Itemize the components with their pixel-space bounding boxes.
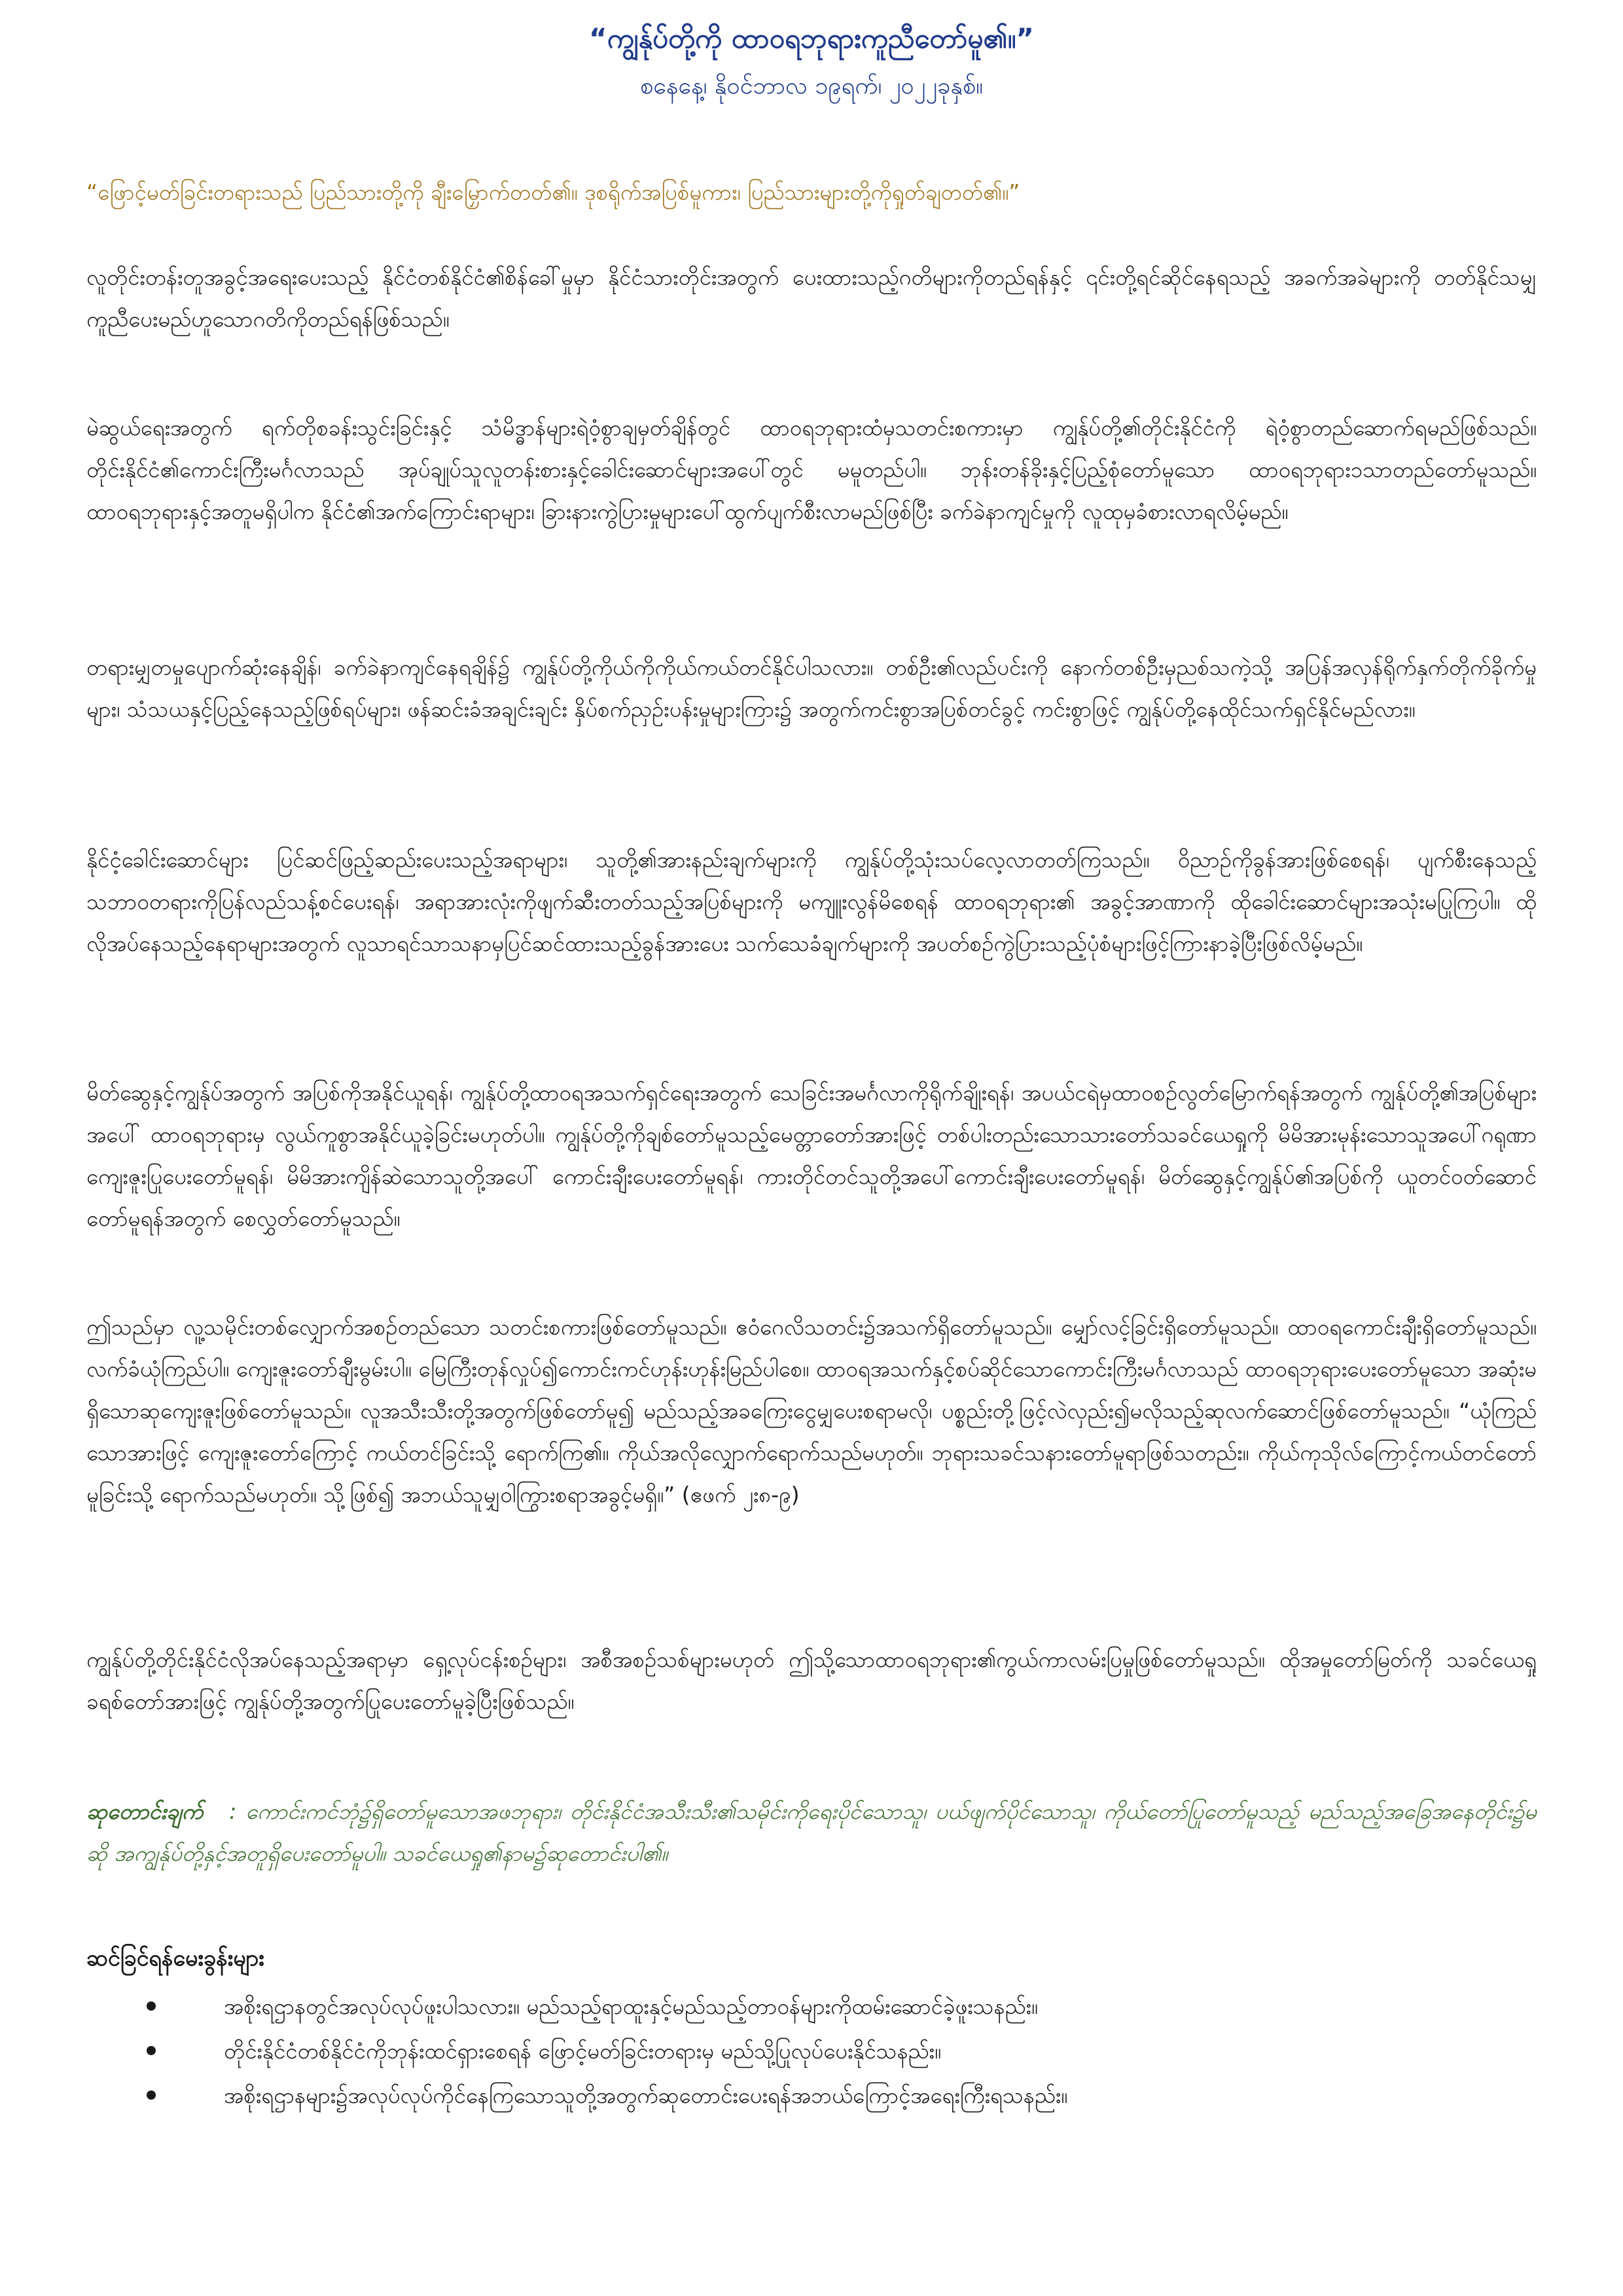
paragraph-5: မိတ်ဆွေနှင့်ကျွန်ုပ်အတွက် အပြစ်ကိုအနိုင်ယူရန်၊ ကျွန်ုပ်တို့ထာဝရအသက်ရှင်ရေးအတွက် သေခြင်းအမင်္ဂလာကိုရိုက်ချိုးရန်၊ အပယ်ငရဲမှထာဝစဉ်လွတ်မြောက်ရန်အတွက် ကျွန်ုပ်တို့၏အပြစ်များအပေါ် ထာဝရဘုရားမှ လွယ်ကူစွာအနိုင်ယူခဲ့ခြင်းမဟုတ်ပါ။ ကျွန်ုပ်တို့ကိုချစ်တော်မူသည့်မေတ္တာတော်အားဖြင့် တစ်ပါးတည်းသောသားတော်သခင်ယေရှုကို မိမိအားမုန်းသောသူအပေါ်ဂရုဏာကျေးဇူးပြုပေးတော်မူရန်၊ မိမိအားကျိန်ဆဲသောသူတို့အပေါ် ကောင်းချီးပေးတော်မူရန်၊ ကားတိုင်တင်သူတို့အပေါ်ကောင်းချီးပေးတော်မူရန်၊ မိတ်ဆွေနှင့်ကျွန်ုပ်၏အပြစ်ကို ယူတင်ဝတ်ဆောင်တော်မူရန်အတွက် စေလွှတ်တော်မူသည်။: [86, 1080, 1537, 1231]
paragraph-3: တရားမျှတမှုပျောက်ဆုံးနေချိန်၊ ခက်ခဲနာကျင်နေရချိန်၌ ကျွန်ုပ်တို့ကိုယ်ကိုကိုယ်ကယ်တင်နိုင်ပါသလား။ တစ်ဦး၏လည်ပင်းကို နောက်တစ်ဦးမှညစ်သကဲ့သို့ အပြန်အလှန်ရိုက်နှက်တိုက်ခိုက်မှုများ၊ သံသယနှင့်ပြည့်နေသည့်ဖြစ်ရပ်များ၊ ဖန်ဆင်းခံအချင်းချင်း နှိပ်စက်ညှဉ်းပန်းမှုများကြား၌ အတွက်ကင်းစွာအပြစ်တင်ခွင့် ကင်းစွာဖြင့် ကျွန်ုပ်တို့နေထိုင်သက်ရှင်နိုင်မည်လား။: [86, 655, 1537, 722]
paragraph-7: ကျွန်ုပ်တို့တိုင်းနိုင်ငံလိုအပ်နေသည့်အရာမှာ ရှေ့လုပ်ငန်းစဉ်များ၊ အစီအစဉ်သစ်များမဟုတ် ဤသို့သောထာဝရဘုရား၏ကွယ်ကာလမ်းပြမှုဖြစ်တော်မူသည်။ ထိုအမှုတော်မြတ်ကို သခင်ယေရှုခရစ်တော်အားဖြင့် ကျွန်ုပ်တို့အတွက်ပြုပေးတော်မူခဲ့ပြီးဖြစ်သည်။: [86, 1647, 1537, 1714]
questions-heading: ဆင်ခြင်ရန်မေးခွန်းများ: [86, 1945, 264, 1971]
question-text: တိုင်းနိုင်ငံတစ်နိုင်ငံကိုဘုန်းထင်ရှားစေရန် ဖြောင့်မတ်ခြင်းတရားမှ မည်သို့ပြုလုပ်ပေးနိုင်သနည်း။: [224, 2038, 941, 2064]
questions-list: [86, 1984, 1537, 2118]
question-text: အစိုးရဌာနများ၌အလုပ်လုပ်ကိုင်နေကြသောသူတို့အတွက်ဆုတောင်းပေးရန်အဘယ်ကြောင့်အရေးကြီးရသနည်း။: [224, 2083, 1068, 2108]
document-page: [86, 0, 1537, 2296]
paragraph-4: နိုင်ငံ့ခေါင်းဆောင်များ ပြင်ဆင်ဖြည့်ဆည်းပေးသည့်အရာများ၊ သူတို့၏အားနည်းချက်များကို ကျွန်ုပ်တို့သုံးသပ်လေ့လာတတ်ကြသည်။ ဝိညာဉ်ကိုခွန်အားဖြစ်စေရန်၊ ပျက်စီးနေသည့်သဘာဝတရားကိုပြန်လည်သန့်စင်ပေးရန်၊ အရာအားလုံးကိုဖျက်ဆီးတတ်သည့်အပြစ်များကို မကျူးလွန်မိစေရန် ထာဝရဘုရား၏ အခွင့်အာဏာကို ထိုခေါင်းဆောင်များအသုံးမပြုကြပါ။ ထိုလိုအပ်နေသည့်နေရာများအတွက် လူသာရင်သာသနာမှပြင်ဆင်ထားသည့်ခွန်အားပေး သက်သေခံချက်များကို အပတ်စဉ်ကွဲပြားသည့်ပုံစံများဖြင့်ကြားနာခဲ့ပြီးဖြစ်လိမ့်မည်။: [86, 847, 1537, 956]
page-date: စနေနေ့၊ နိုဝင်ဘာလ ၁၉ရက်၊ ၂၀၂၂ခုနှစ်။: [639, 73, 984, 99]
prayer-label: ဆုတောင်းချက်: [86, 1799, 204, 1824]
paragraph-1: လူတိုင်းတန်းတူအခွင့်အရေးပေးသည့် နိုင်ငံတစ်နိုင်ငံ၏စိန်ခေါ်မှုမှာ နိုင်ငံသားတိုင်းအတွက် ပေးထားသည့်ဂတိများကိုတည်ရန်နှင့် ၎င်းတို့ရင်ဆိုင်နေရသည့် အခက်အခဲများကို တတ်နိုင်သမျှကူညီပေးမည်ဟူသောဂတိကိုတည်ရန်ဖြစ်သည်။: [86, 264, 1537, 332]
list-item: [86, 2029, 1537, 2073]
paragraph-6: ဤသည်မှာ လူ့သမိုင်းတစ်လျှောက်အစဉ်တည်သော သတင်းစကားဖြစ်တော်မူသည်။ ဧဝံဂေလိသတင်း၌အသက်ရှိတော်မူသည်။ မျှော်လင့်ခြင်းရှိတော်မူသည်။ ထာဝရကောင်းချီးရှိတော်မူသည်။ လက်ခံယုံကြည်ပါ။ ကျေးဇူးတော်ချီးမွမ်းပါ။ မြေကြီးတုန်လှုပ်၍ကောင်းကင်ဟုန်းဟုန်းမြည်ပါစေ။ ထာဝရအသက်နှင့်စပ်ဆိုင်သောကောင်းကြီးမင်္ဂလာသည် ထာဝရဘုရားပေးတော်မူသော အဆုံးမရှိသောဆုကျေးဇူးဖြစ်တော်မူသည်။ လူအသီးသီးတို့အတွက်ဖြစ်တော်မူ၍ မည်သည့်အခကြေးငွေမျှပေးစရာမလို၊ ပစ္စည်းတို့ဖြင့်လဲလှည်း၍မလိုသည့်ဆုလက်ဆောင်ဖြစ်တော်မူသည်။ “ယုံကြည်သောအားဖြင့် ကျေးဇူးတော်ကြောင့် ကယ်တင်ခြင်းသို့ ရောက်ကြ၏။ ကိုယ်အလိုလျှောက်ရောက်သည်မဟုတ်။ ဘုရားသခင်သနားတော်မူရာဖြစ်သတည်း။ ကိုယ်ကုသိုလ်ကြောင့်ကယ်တင်တော်မူခြင်းသို့ ရောက်သည်မဟုတ်။ သို့ဖြစ်၍ အဘယ်သူမျှဝါကြွားစရာအခွင့်မရှိ။” (ဧဖက် ၂း၈-၉): [86, 1314, 1537, 1507]
bullet-icon: [147, 2090, 156, 2100]
key-verse-quote: “ဖြောင့်မတ်ခြင်းတရားသည် ပြည်သားတို့ကို ချီးမြှောက်တတ်၏။ ဒုစရိုက်အပြစ်မူကား၊ ပြည်သားများတို့ကိုရှုတ်ချတတ်၏။”: [86, 179, 1020, 205]
prayer-text: : ကောင်းကင်ဘုံ၌ရှိတော်မူသောအဖဘုရား၊ တိုင်းနိုင်ငံအသီးသီး၏သမိုင်းကိုရေးပိုင်သောသူ၊ ပယ်ဖျက်ပိုင်သောသူ၊ ကိုယ်တော်ပြုတော်မူသည့် မည်သည့်အခြေအနေတိုင်း၌မဆို အကျွန်ုပ်တို့နှင့်အတူရှိပေးတော်မူပါ။ သခင်ယေရှု၏နာမ၌ဆုတောင်းပါ၏။: [86, 1799, 1537, 1866]
bullet-icon: [147, 2001, 156, 2011]
list-item: [86, 2073, 1537, 2118]
prayer-section: [86, 1791, 1537, 1876]
question-text: အစိုးရဌာနတွင်အလုပ်လုပ်ဖူးပါသလား။ မည်သည့်ရာထူးနှင့်မည်သည့်တာဝန်များကိုထမ်းဆောင်ခဲ့ဖူးသနည်း။: [224, 1994, 1038, 2019]
bullet-icon: [147, 2046, 156, 2055]
paragraph-2: မဲဆွယ်ရေးအတွက် ရက်တိုစခန်းသွင်းခြင်းနှင့် သံမိဒ္ဓာန်များရဲဝံ့စွာချမှတ်ချိန်တွင် ထာဝရဘုရားထံမှသတင်းစကားမှာ ကျွန်ုပ်တို့၏တိုင်းနိုင်ငံကို ရဲဝံ့စွာတည်ဆောက်ရမည်ဖြစ်သည်။ တိုင်းနိုင်ငံ၏ကောင်းကြီးမင်္ဂလာသည် အုပ်ချုပ်သူလူတန်းစားနှင့်ခေါင်းဆောင်များအပေါ်တွင် မမူတည်ပါ။ ဘုန်းတန်ခိုးနှင့်ပြည့်စုံတော်မူသော ထာဝရဘုရားၥသာတည်တော်မူသည်။ ထာဝရဘုရားနှင့်အတူမရှိပါက နိုင်ငံ၏အက်ကြောင်းရာများ၊ ခြားနားကွဲပြားမှုများပေါ်ထွက်ပျက်စီးလာမည်ဖြစ်ပြီး ခက်ခဲနာကျင်မှုကို လူထုမှခံစားလာရလိမ့်မည်။: [86, 415, 1537, 524]
page-title: “ကျွန်ုပ်တို့ကို ထာဝရဘုရားကူညီတော်မူ၏။”: [588, 22, 1035, 54]
list-item: [86, 1984, 1537, 2029]
